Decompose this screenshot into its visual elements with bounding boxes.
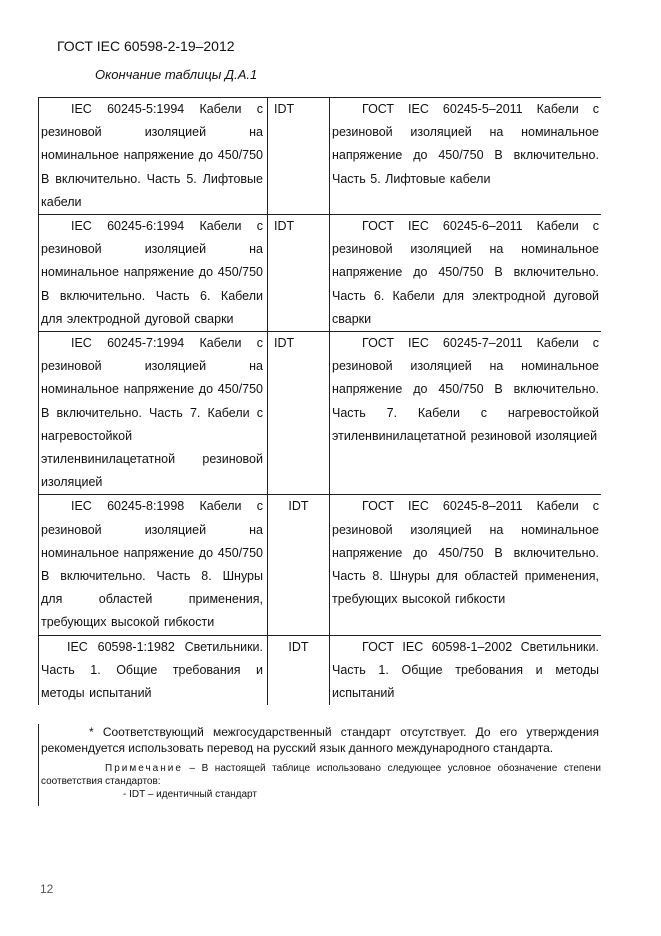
gost-standard-cell: ГОСТ IEC 60245-6–2011 Кабели с резиновой изоляцией на номинальное напряжение до 450/750 В включительно. Часть 6. Кабели для электродной дуговой сварки bbox=[332, 219, 599, 326]
gost-standard-cell: ГОСТ IEC 60245-5–2011 Кабели с резиновой изоляцией на номинальное напряжение до 450/750 В включительно. Часть 5. Лифтовые кабели bbox=[332, 102, 599, 186]
table-footnotes bbox=[38, 724, 601, 806]
degree-cell: IDT bbox=[268, 332, 330, 494]
table-row bbox=[39, 636, 601, 706]
gost-standard-cell: ГОСТ IEC 60598-1–2002 Светильники. Часть 1. Общие требования и методы испытаний bbox=[332, 639, 599, 701]
degree-cell: IDT bbox=[268, 636, 330, 706]
reference-standard-cell: IEC 60245-5:1994 Кабели с резиновой изоляцией на номинальное напряжение до 450/750 В включительно. Часть 5. Лифтовые кабели bbox=[39, 98, 268, 214]
table-row bbox=[39, 332, 601, 495]
degree-cell: IDT bbox=[268, 495, 330, 634]
note-label: Примечание bbox=[105, 763, 183, 774]
table-row bbox=[39, 495, 601, 635]
note-paragraph bbox=[39, 762, 601, 788]
reference-standard-cell: IEC 60245-7:1994 Кабели с резиновой изоляцией на номинальное напряжение до 450/750 В включительно. Часть 7. Кабели с нагревостойкой этиленвинилацетатной резиновой изоляцией bbox=[39, 332, 268, 494]
reference-standard-cell: IEC 60245-8:1998 Кабели с резиновой изоляцией на номинальное напряжение до 450/750 В включительно. Часть 8. Шнуры для областей применения, требующих высокой гибкости bbox=[39, 495, 268, 634]
note-idt-line: - IDT – идентичный стандарт bbox=[123, 789, 257, 800]
gost-standard-cell: ГОСТ IEC 60245-8–2011 Кабели с резиновой изоляцией на номинальное напряжение до 450/750 В включительно. Часть 8. Шнуры для областей применения, требующих высокой гибкости bbox=[332, 499, 599, 607]
reference-standard-cell: IEC 60245-6:1994 Кабели с резиновой изоляцией на номинальное напряжение до 450/750 В включительно. Часть 6. Кабели для электродной дуговой сварки bbox=[39, 215, 268, 331]
degree-cell: IDT bbox=[268, 215, 330, 331]
standards-table bbox=[38, 97, 601, 705]
footnote-star: * Соответствующий межгосударственный стандарт отсутствует. До его утверждения рекомендуется использовать перевод на русский язык данного международного стандарта. bbox=[41, 725, 599, 755]
reference-standard-cell: IEC 60598-1:1982 Светильники. Часть 1. Общие требования и методы испытаний bbox=[39, 636, 268, 706]
table-row bbox=[39, 98, 601, 215]
table-caption: Окончание таблицы Д.А.1 bbox=[95, 67, 258, 82]
table-row bbox=[39, 215, 601, 332]
gost-standard-cell: ГОСТ IEC 60245-7–2011 Кабели с резиновой изоляцией на номинальное напряжение до 450/750 В включительно. Часть 7. Кабели с нагревостойкой этиленвинилацетатной резиновой изоляцией bbox=[332, 336, 599, 443]
document-header: ГОСТ IEC 60598-2-19–2012 bbox=[57, 38, 235, 54]
note-text: – В настоящей таблице использовано следующее условное обозначение степени соответствия стандартов: bbox=[41, 763, 601, 787]
page-number: 12 bbox=[40, 882, 54, 896]
degree-cell: IDT bbox=[268, 98, 330, 214]
